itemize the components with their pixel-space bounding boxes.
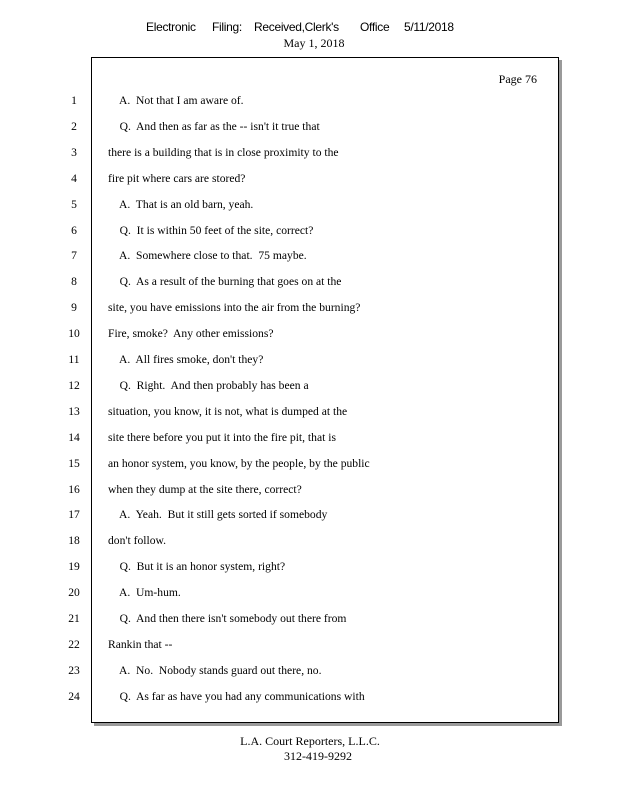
line-number: 12: [68, 378, 80, 392]
line-number: 8: [71, 275, 77, 289]
transcript-line: [0, 327, 618, 345]
line-text: fire pit where cars are stored?: [108, 171, 246, 185]
transcript-line: [0, 249, 618, 267]
line-text: Fire, smoke? Any other emissions?: [108, 327, 274, 341]
filing-word: Electronic: [146, 20, 196, 34]
transcript-line: [0, 534, 618, 552]
line-text: A. Somewhere close to that. 75 maybe.: [108, 249, 307, 263]
transcript-line: [0, 94, 618, 112]
transcript-line: [0, 431, 618, 449]
transcript-line: [0, 457, 618, 475]
filing-word: Filing:: [212, 20, 242, 34]
line-text: Q. It is within 50 feet of the site, correct?: [108, 223, 314, 237]
transcript-date: May 1, 2018: [283, 36, 345, 50]
line-text: A. That is an old barn, yeah.: [108, 197, 254, 211]
line-number: 5: [71, 197, 77, 211]
page-number: Page 76: [498, 72, 537, 86]
line-number: 7: [71, 249, 77, 263]
line-number: 21: [68, 612, 80, 625]
line-text: Q. And then there isn't somebody out there from: [108, 612, 347, 625]
line-text: A. No. Nobody stands guard out there, no.: [108, 663, 322, 677]
line-text: don't follow.: [108, 534, 167, 548]
line-text: situation, you know, it is not, what is dumped at the: [108, 404, 348, 418]
line-number: 4: [71, 171, 77, 185]
transcript-line: [0, 301, 618, 319]
transcript-line: [0, 690, 618, 708]
transcript-line: [0, 405, 618, 423]
line-number: 14: [68, 430, 80, 444]
line-number: 6: [71, 223, 77, 237]
transcript-line: [0, 508, 618, 526]
transcript-line: [0, 638, 618, 656]
line-text: A. Not that I am aware of.: [108, 94, 244, 107]
filing-word: Received,Clerk's: [254, 20, 339, 34]
line-number: 22: [68, 637, 80, 651]
line-text: Q. As a result of the burning that goes on at the: [108, 275, 342, 289]
line-number: 19: [68, 560, 80, 574]
line-text: Q. Right. And then probably has been a: [108, 378, 309, 392]
line-number: 13: [68, 404, 80, 418]
transcript-line: [0, 172, 618, 190]
line-text: Q. As far as have you had any communications with: [108, 689, 365, 703]
line-number: 18: [68, 534, 80, 548]
line-text: an honor system, you know, by the people, by the public: [108, 456, 370, 470]
line-text: site there before you put it into the fire pit, that is: [108, 430, 336, 444]
line-number: 9: [71, 301, 77, 315]
transcript-line: [0, 560, 618, 578]
line-number: 24: [68, 689, 80, 703]
transcript-line: [0, 224, 618, 242]
transcript-line: [0, 146, 618, 164]
line-text: Q. And then as far as the -- isn't it true that: [108, 119, 320, 133]
line-text: A. Um-hum.: [108, 586, 181, 600]
transcript-line: [0, 483, 618, 501]
transcript-line: [0, 120, 618, 138]
line-number: 11: [68, 353, 80, 366]
line-number: 3: [71, 145, 77, 159]
transcript-line: [0, 586, 618, 604]
court-reporter-phone: 312-419-9292: [284, 749, 352, 763]
court-reporter-name: L.A. Court Reporters, L.L.C.: [240, 734, 380, 748]
transcript-line: [0, 275, 618, 293]
transcript-line: [0, 353, 618, 371]
transcript-line: [0, 379, 618, 397]
line-number: 2: [71, 119, 77, 133]
line-text: when they dump at the site there, correct?: [108, 482, 302, 496]
line-text: A. All fires smoke, don't they?: [108, 353, 264, 366]
filing-word: Office: [360, 20, 390, 34]
line-number: 16: [68, 482, 80, 496]
line-number: 15: [68, 456, 80, 470]
line-text: Q. But it is an honor system, right?: [108, 560, 286, 574]
line-text: there is a building that is in close proximity to the: [108, 145, 339, 159]
line-number: 20: [68, 586, 80, 600]
line-number: 10: [68, 327, 80, 341]
line-text: site, you have emissions into the air from the burning?: [108, 301, 361, 315]
transcript-line: [0, 198, 618, 216]
transcript-line: [0, 664, 618, 682]
line-number: 23: [68, 663, 80, 677]
line-number: 1: [71, 94, 77, 107]
line-text: Rankin that --: [108, 637, 173, 651]
line-text: A. Yeah. But it still gets sorted if somebody: [108, 508, 328, 522]
filing-word: 5/11/2018: [404, 20, 454, 34]
line-number: 17: [68, 508, 80, 522]
transcript-line: [0, 612, 618, 630]
